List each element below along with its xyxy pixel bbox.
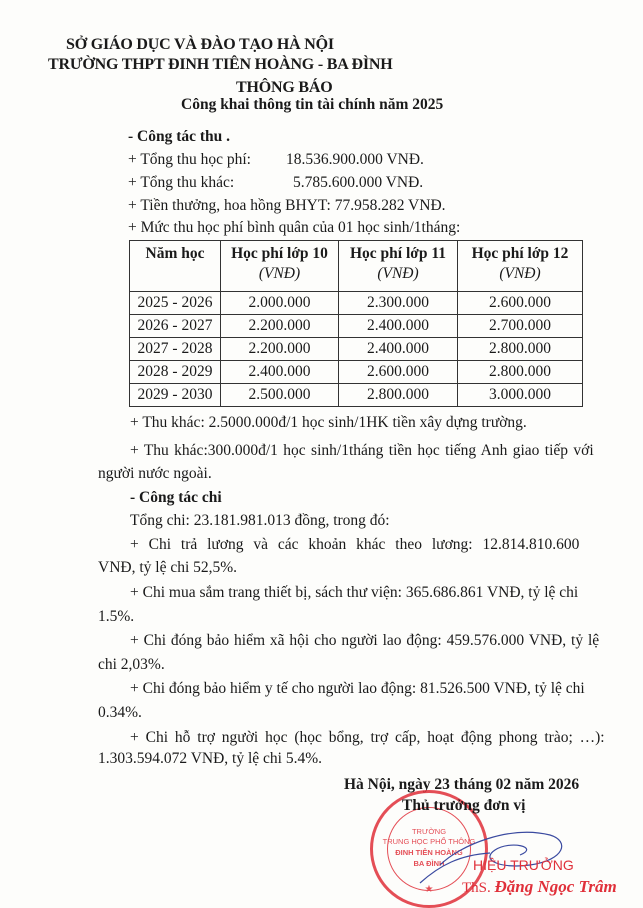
- revenue-item-label: + Mức thu học phí bình quân của 01 học sinh/1tháng:: [128, 219, 461, 236]
- revenue-item-value: 18.536.900.000 VNĐ.: [286, 151, 424, 168]
- expense-item-salary-line2: VNĐ, tỷ lệ chi 52,5%.: [98, 559, 238, 576]
- expense-item-social-insurance-line1: + Chi đóng bảo hiểm xã hội cho người lao động: 459.576.000 VNĐ, tỷ lệ: [130, 632, 600, 649]
- cell-fee-grade-10: 2.200.000: [221, 338, 339, 361]
- stamp-star-icon: ★: [424, 884, 434, 895]
- table-row: [130, 361, 583, 384]
- cell-fee-grade-11: 2.400.000: [339, 315, 458, 338]
- cell-fee-grade-12: 2.700.000: [458, 315, 583, 338]
- revenue-item-label: + Tiền thưởng, hoa hồng BHYT: 77.958.282 VNĐ.: [128, 197, 446, 214]
- document-subtitle: Công khai thông tin tài chính năm 2025: [181, 96, 444, 113]
- place-date: Hà Nội, ngày 23 tháng 02 năm 2026: [344, 776, 580, 793]
- column-header: Học phí lớp 11 (VNĐ): [339, 241, 458, 292]
- department-name: SỞ GIÁO DỤC VÀ ĐÀO TẠO HÀ NỘI: [66, 36, 334, 53]
- expense-item-equipment-line2: 1.5%.: [98, 608, 135, 625]
- cell-fee-grade-12: 3.000.000: [458, 384, 583, 407]
- cell-year: 2029 - 2030: [130, 384, 221, 407]
- cell-year: 2027 - 2028: [130, 338, 221, 361]
- column-header: Học phí lớp 10 (VNĐ): [221, 241, 339, 292]
- cell-year: 2025 - 2026: [130, 292, 221, 315]
- expense-item-health-insurance-line1: + Chi đóng bảo hiểm y tế cho người lao động: 81.526.500 VNĐ, tỷ lệ chi: [130, 680, 585, 697]
- stamp-line: TRUNG HỌC PHỔ THÔNG: [382, 837, 476, 846]
- expense-heading: - Công tác chi: [130, 489, 222, 506]
- revenue-item-label: + Tổng thu học phí:: [128, 151, 251, 168]
- column-header: Năm học: [130, 241, 221, 292]
- signer-role: Thủ trưởng đơn vị: [402, 797, 526, 814]
- revenue-item-value: 5.785.600.000 VNĐ.: [293, 174, 424, 191]
- cell-fee-grade-11: 2.400.000: [339, 338, 458, 361]
- column-header: Học phí lớp 12 (VNĐ): [458, 241, 583, 292]
- stamp-line: BA ĐÌNH: [413, 859, 445, 868]
- fee-table: [129, 240, 583, 407]
- table-row: [130, 384, 583, 407]
- cell-fee-grade-12: 2.600.000: [458, 292, 583, 315]
- cell-fee-grade-10: 2.400.000: [221, 361, 339, 384]
- handwritten-signature-icon: [400, 805, 600, 885]
- expense-item-student-support-line1: + Chi hỗ trợ người học (học bổng, trợ cấp, hoạt động phong trào; …):: [130, 729, 605, 746]
- principal-title: HIỆU TRƯỞNG: [473, 857, 574, 873]
- cell-fee-grade-11: 2.800.000: [339, 384, 458, 407]
- document-title: THÔNG BÁO: [236, 79, 333, 96]
- table-row: [130, 315, 583, 338]
- expense-item-social-insurance-line2: chi 2,03%.: [98, 656, 165, 673]
- table-row: [130, 292, 583, 315]
- other-revenue-construction: + Thu khác: 2.5000.000đ/1 học sinh/1HK tiền xây dựng trường.: [130, 414, 527, 431]
- expense-item-salary-line1: + Chi trả lương và các khoản khác theo lương: 12.814.810.600: [130, 536, 580, 553]
- expense-total: Tổng chi: 23.181.981.013 đồng, trong đó:: [130, 512, 390, 529]
- cell-fee-grade-10: 2.200.000: [221, 315, 339, 338]
- cell-fee-grade-10: 2.000.000: [221, 292, 339, 315]
- principal-name-text: Đặng Ngọc Trâm: [494, 877, 617, 896]
- other-revenue-english-line2: người nước ngoài.: [98, 465, 212, 482]
- cell-fee-grade-12: 2.800.000: [458, 361, 583, 384]
- revenue-heading: - Công tác thu .: [128, 128, 231, 145]
- expense-item-health-insurance-line2: 0.34%.: [98, 704, 142, 721]
- cell-fee-grade-10: 2.500.000: [221, 384, 339, 407]
- principal-name-prefix: ThS.: [462, 880, 491, 896]
- school-name: TRƯỜNG THPT ĐINH TIÊN HOÀNG - BA ĐÌNH: [48, 56, 393, 73]
- principal-name: [462, 877, 617, 897]
- revenue-item-label: + Tổng thu khác:: [128, 174, 235, 191]
- cell-year: 2026 - 2027: [130, 315, 221, 338]
- cell-fee-grade-11: 2.600.000: [339, 361, 458, 384]
- stamp-line: TRƯỜNG: [411, 827, 447, 836]
- expense-item-equipment-line1: + Chi mua sắm trang thiết bị, sách thư viện: 365.686.861 VNĐ, tỷ lệ chi: [130, 584, 579, 601]
- cell-fee-grade-12: 2.800.000: [458, 338, 583, 361]
- cell-year: 2028 - 2029: [130, 361, 221, 384]
- table-header-row: [130, 241, 583, 292]
- other-revenue-english-line1: + Thu khác:300.000đ/1 học sinh/1tháng tiền học tiếng Anh giao tiếp với: [130, 442, 594, 459]
- stamp-line: ĐINH TIÊN HOÀNG: [395, 848, 463, 857]
- cell-fee-grade-11: 2.300.000: [339, 292, 458, 315]
- table-row: [130, 338, 583, 361]
- expense-item-student-support-line2: 1.303.594.072 VNĐ, tỷ lệ chi 5.4%.: [98, 750, 323, 767]
